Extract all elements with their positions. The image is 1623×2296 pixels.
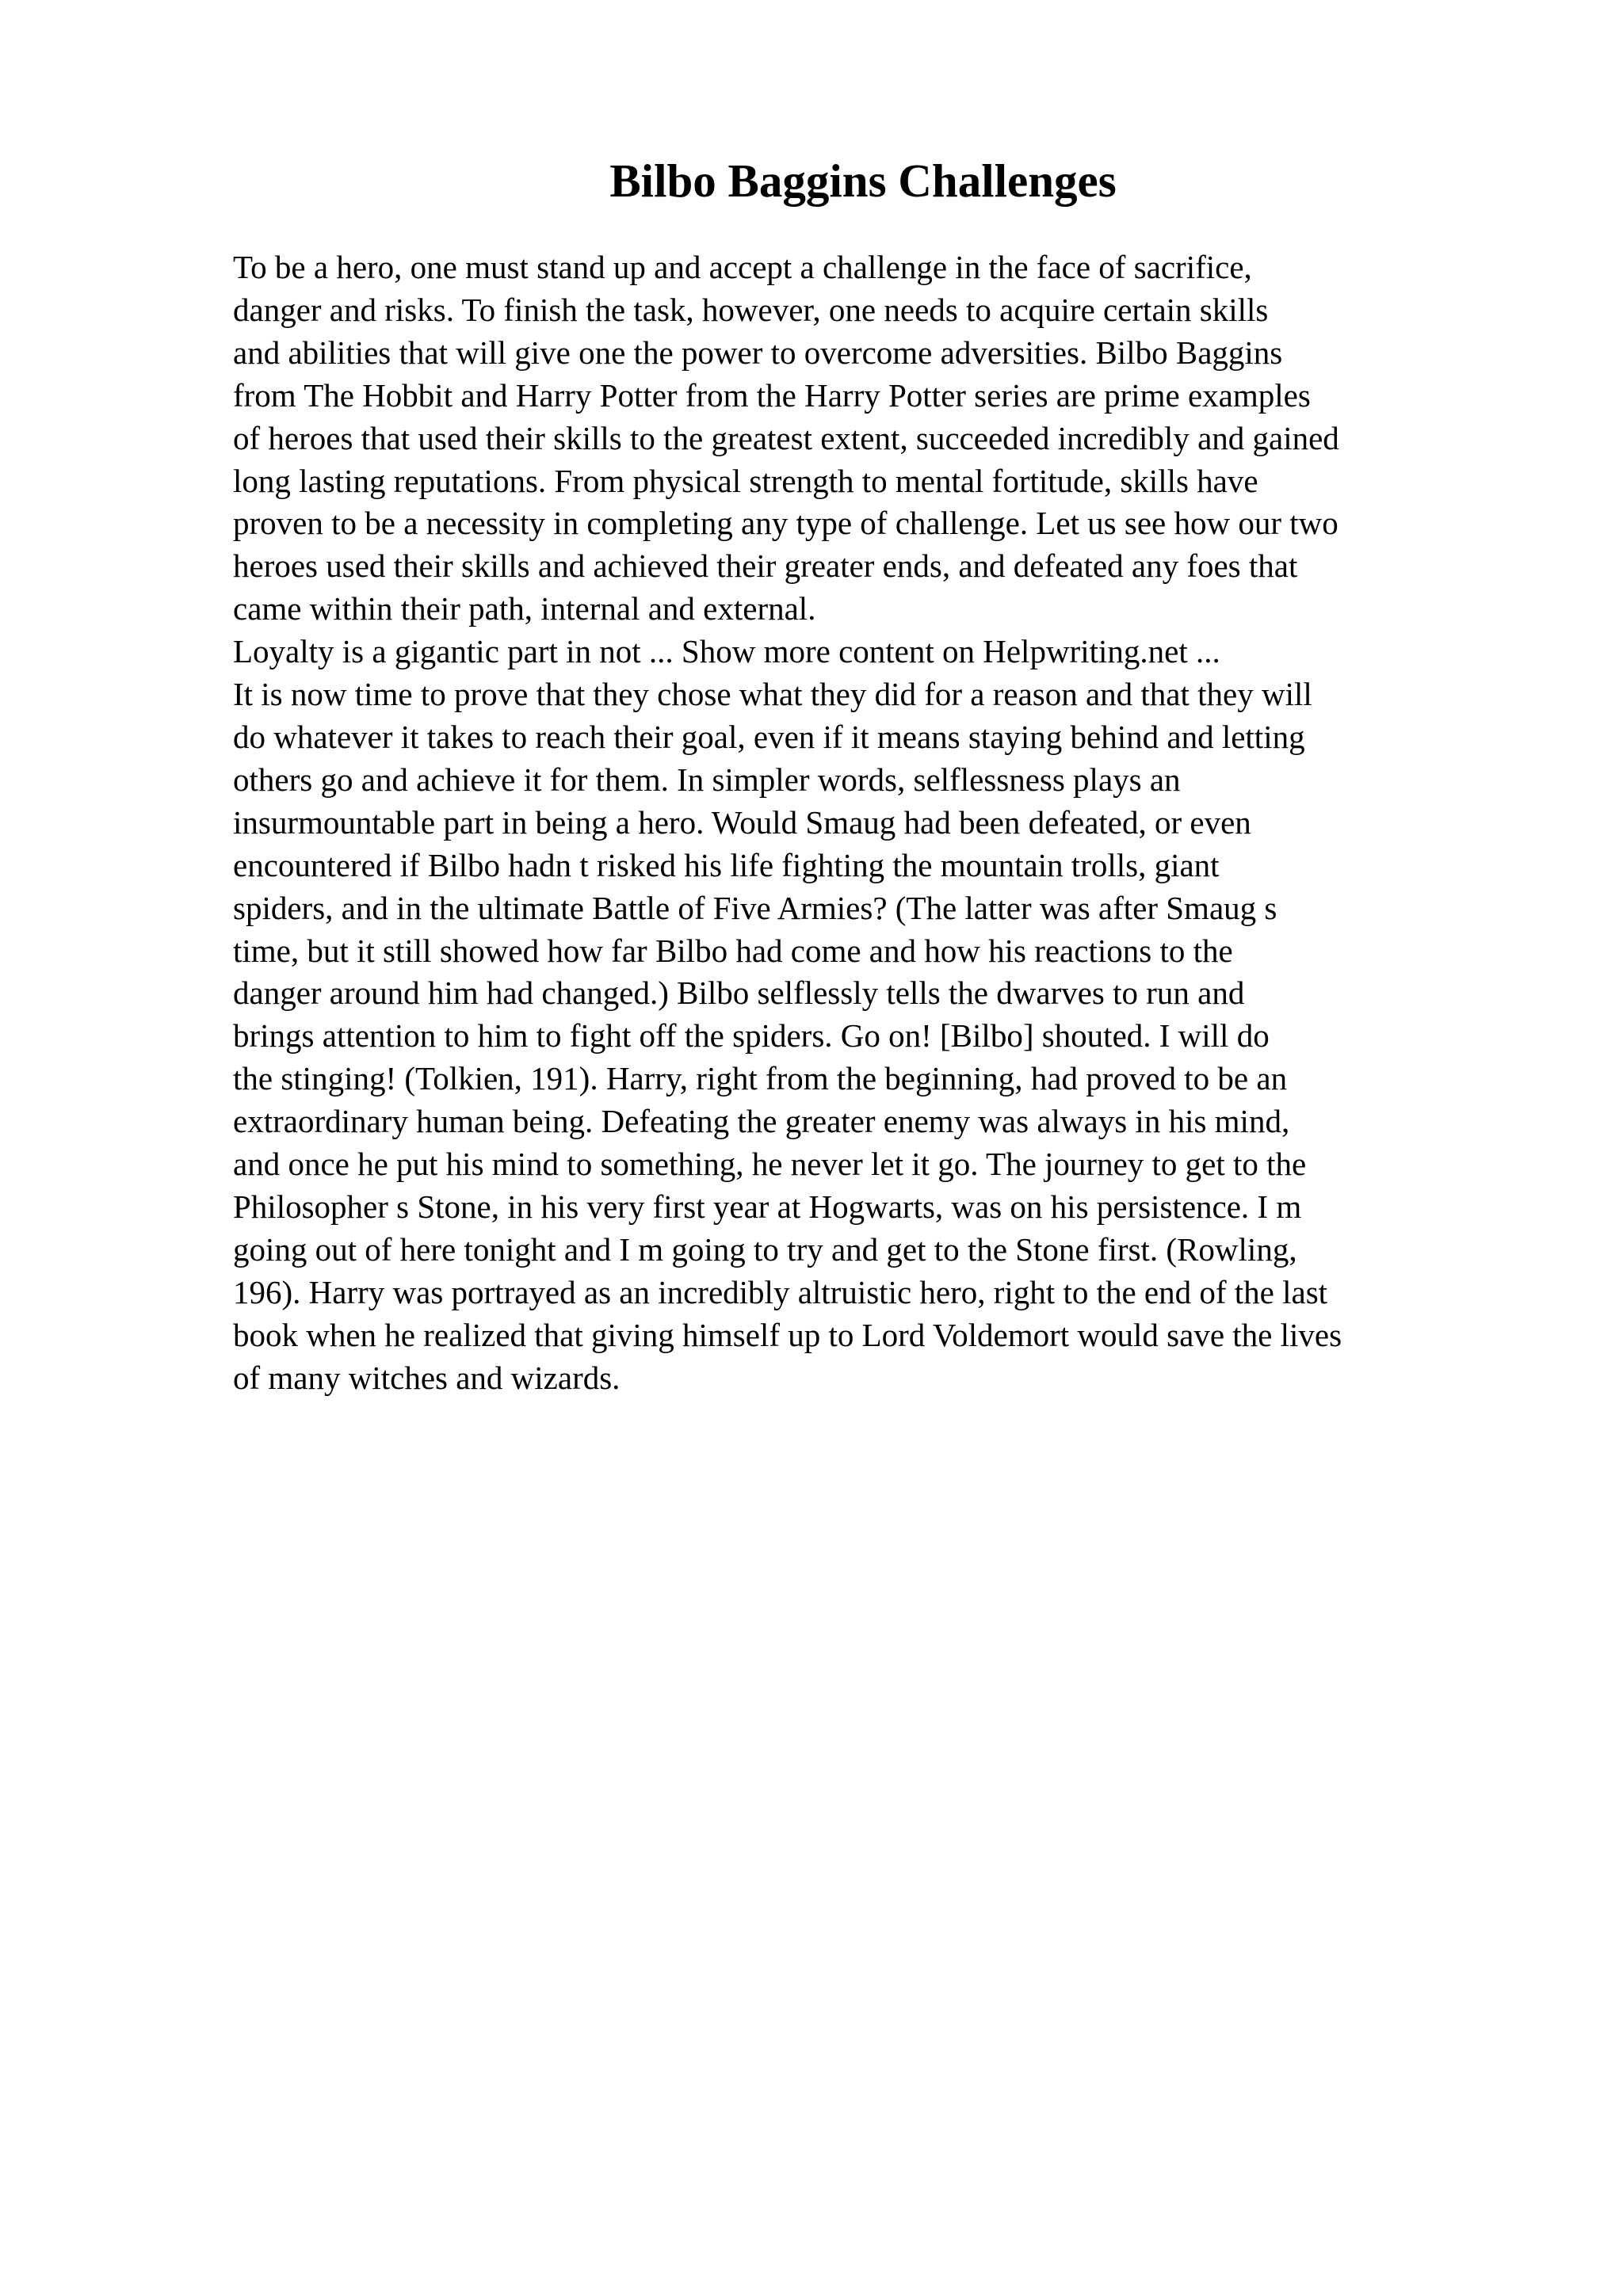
body-line: came within their path, internal and external. — [233, 590, 816, 627]
document-title: Bilbo Baggins Challenges — [609, 154, 1117, 207]
body-line: Philosopher s Stone, in his very first year at Hogwarts, was on his persistence. I m — [233, 1188, 1302, 1225]
body-line: of heroes that used their skills to the greatest extent, succeeded incredibly and gained — [233, 419, 1339, 456]
body-line: long lasting reputations. From physical strength to mental fortitude, skills have — [233, 462, 1258, 499]
body-line: extraordinary human being. Defeating the greater enemy was always in his mind, — [233, 1103, 1290, 1140]
body-line: 196). Harry was portrayed as an incredibly altruistic hero, right to the end of the last — [233, 1273, 1328, 1310]
body-line: encountered if Bilbo hadn t risked his life fighting the mountain trolls, giant — [233, 846, 1220, 883]
body-line: the stinging! (Tolkien, 191). Harry, right from the beginning, had proved to be an — [233, 1060, 1288, 1097]
body-line: do whatever it takes to reach their goal, even if it means staying behind and letting — [233, 718, 1305, 755]
body-line: book when he realized that giving himself up to Lord Voldemort would save the lives — [233, 1316, 1342, 1353]
body-line: Loyalty is a gigantic part in not ... Show more content on Helpwriting.net ... — [233, 633, 1220, 670]
body-line: going out of here tonight and I m going to try and get to the Stone first. (Rowling, — [233, 1230, 1297, 1268]
document-body — [233, 246, 1596, 1399]
body-line: danger and risks. To finish the task, however, one needs to acquire certain skills — [233, 291, 1269, 328]
body-line: and abilities that will give one the power to overcome adversities. Bilbo Baggins — [233, 334, 1283, 371]
body-line: danger around him had changed.) Bilbo selflessly tells the dwarves to run and — [233, 974, 1245, 1012]
body-line: To be a hero, one must stand up and accept a challenge in the face of sacrifice, — [233, 249, 1252, 285]
body-line: and once he put his mind to something, he never let it go. The journey to get to the — [233, 1146, 1307, 1183]
body-line: others go and achieve it for them. In simpler words, selflessness plays an — [233, 761, 1181, 798]
body-line: of many witches and wizards. — [233, 1359, 621, 1396]
body-line: It is now time to prove that they chose what they did for a reason and that they will — [233, 676, 1312, 713]
body-line: spiders, and in the ultimate Battle of Five Armies? (The latter was after Smaug s — [233, 889, 1277, 926]
body-line: proven to be a necessity in completing any type of challenge. Let us see how our two — [233, 505, 1338, 542]
body-line: brings attention to him to fight off the spiders. Go on! [Bilbo] shouted. I will do — [233, 1017, 1270, 1055]
body-line: from The Hobbit and Harry Potter from the Harry Potter series are prime examples — [233, 376, 1311, 414]
body-line: time, but it still showed how far Bilbo had come and how his reactions to the — [233, 932, 1233, 969]
body-line: heroes used their skills and achieved their greater ends, and defeated any foes that — [233, 547, 1298, 585]
body-line: insurmountable part in being a hero. Would Smaug had been defeated, or even — [233, 803, 1251, 841]
